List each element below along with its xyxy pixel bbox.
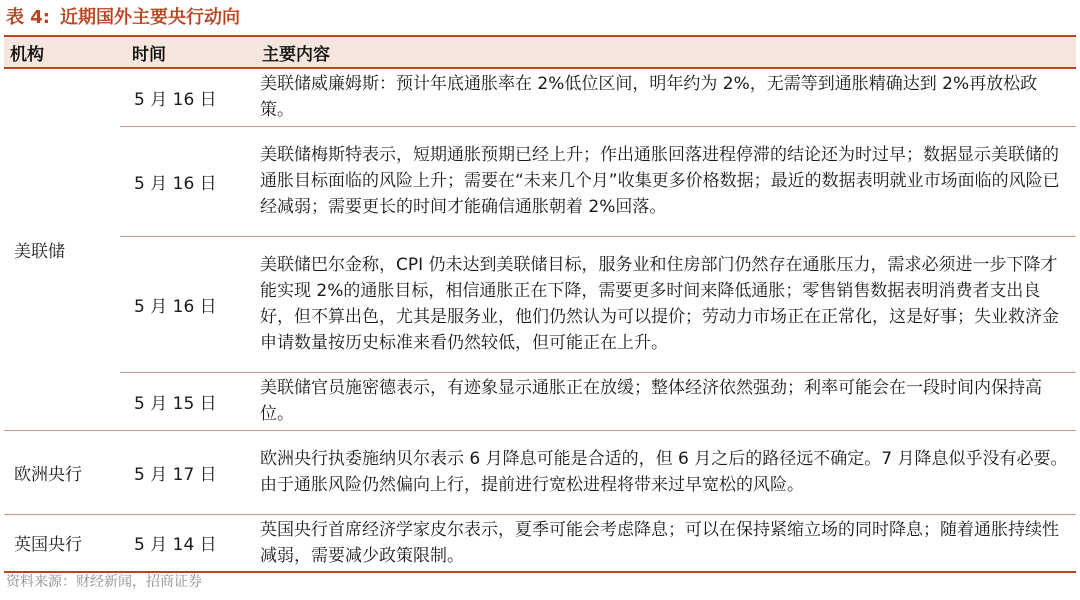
date-cell: 5 月 15 日: [120, 372, 248, 430]
table-row: [4, 68, 1076, 126]
date-cell: 5 月 16 日: [120, 126, 248, 236]
date-cell: 5 月 17 日: [120, 430, 248, 514]
org-cell: 美联储: [4, 68, 120, 430]
table-row: [4, 236, 1076, 372]
content-cell: 美联储梅斯特表示，短期通胀预期已经上升；作出通胀回落进程停滞的结论还为时过早；数据显示美联储的通胀目标面临的风险上升；需要在“未来几个月”收集更多价格数据；最近的数据表明就业市场面临的风险已经减弱；需要更长的时间才能确信通胀朝着 2%回落。: [248, 126, 1076, 236]
table-row: [4, 372, 1076, 430]
content-cell: 英国央行首席经济学家皮尔表示，夏季可能会考虑降息；可以在保持紧缩立场的同时降息；随着通胀持续性减弱，需要减少政策限制。: [248, 514, 1076, 572]
central-bank-table: [4, 35, 1076, 573]
content-cell: 美联储巴尔金称，CPI 仍未达到美联储目标，服务业和住房部门仍然存在通胀压力，需求必须进一步下降才能实现 2%的通胀目标，相信通胀正在下降，需要更多时间来降低通胀；零售销售数据表明消费者支出良好，但不算出色，尤其是服务业，他们仍然认为可以提价；劳动力市场正在正常化，这是好事；失业救济金申请数量按历史标准来看仍然较低，但可能正在上升。: [248, 236, 1076, 372]
table-number: 表 4:: [6, 7, 50, 28]
table-header-row: [4, 36, 1076, 68]
table-title: [6, 4, 240, 32]
content-cell: 美联储威廉姆斯：预计年底通胀率在 2%低位区间，明年约为 2%，无需等到通胀精确达到 2%再放松政策。: [248, 68, 1076, 126]
table-row: [4, 514, 1076, 572]
date-cell: 5 月 14 日: [120, 514, 248, 572]
table-row: [4, 430, 1076, 514]
header-content: 主要内容: [248, 36, 1076, 68]
date-cell: 5 月 16 日: [120, 68, 248, 126]
header-date: 时间: [120, 36, 248, 68]
source-note: 资料来源：财经新闻，招商证券: [6, 574, 202, 590]
content-cell: 欧洲央行执委施纳贝尔表示 6 月降息可能是合适的，但 6 月之后的路径远不确定。7 月降息似乎没有必要。由于通胀风险仍然偏向上行，提前进行宽松进程将带来过早宽松的风险。: [248, 430, 1076, 514]
org-cell: 英国央行: [4, 514, 120, 572]
header-org: 机构: [4, 36, 120, 68]
table-row: [4, 126, 1076, 236]
date-cell: 5 月 16 日: [120, 236, 248, 372]
content-cell: 美联储官员施密德表示，有迹象显示通胀正在放缓；整体经济依然强劲；利率可能会在一段时间内保持高位。: [248, 372, 1076, 430]
table-title-text: 近期国外主要央行动向: [60, 7, 240, 28]
org-cell: 欧洲央行: [4, 430, 120, 514]
